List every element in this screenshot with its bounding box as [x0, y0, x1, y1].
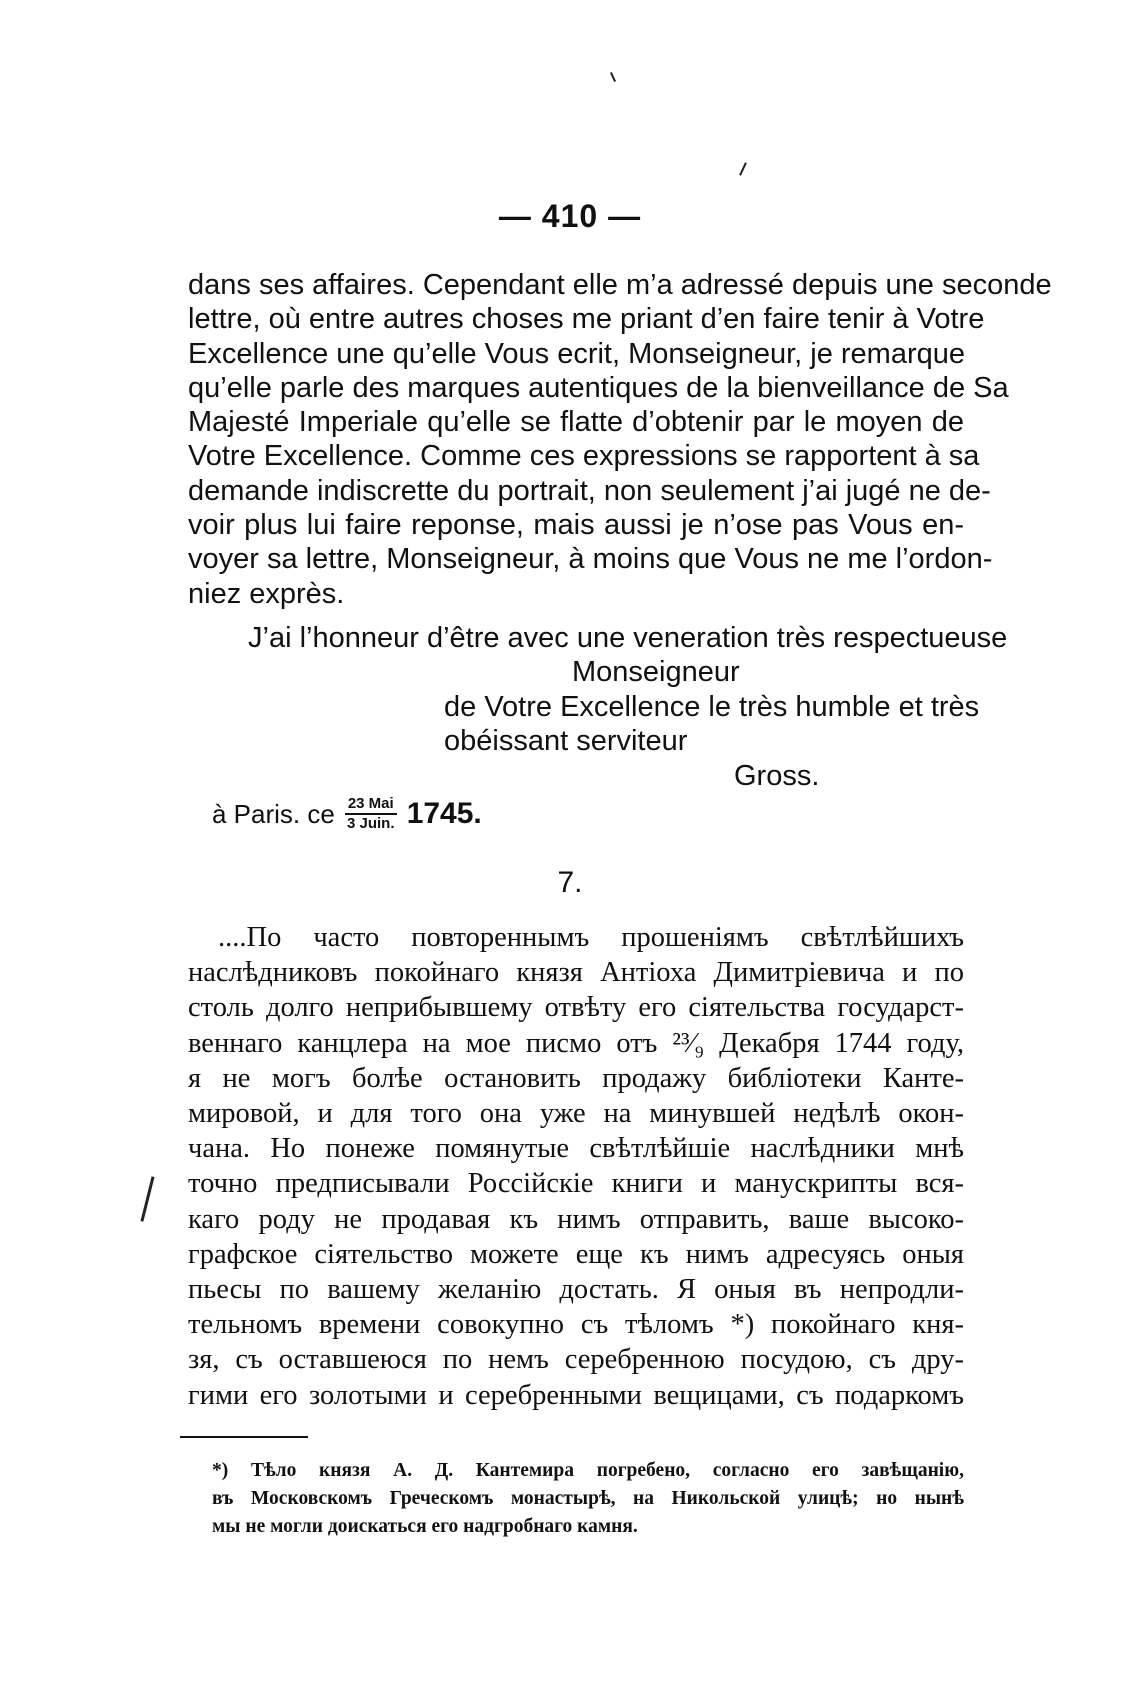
french-line: voyer sa lettre, Monseigneur, à moins que Vous ne me l’ordon- — [188, 543, 993, 576]
russian-line: веннаго канцлера на мое писмо отъ ²³⁄₉ Декабря 1744 году, — [188, 1027, 964, 1059]
russian-line: гими его золотыми и серебренными вещицами, съ подаркомъ — [188, 1379, 964, 1411]
section-number: 7. — [557, 866, 583, 899]
russian-line: пьесы по вашему желанію достать. Я оныя въ непродли- — [188, 1274, 964, 1306]
french-letter-paragraph — [188, 268, 1052, 611]
closing-salutation: Monseigneur — [572, 656, 740, 688]
dateline — [212, 796, 482, 832]
french-line: Votre Excellence. Comme ces expressions se rapportent à sa — [188, 440, 980, 473]
closing-line: obéissant serviteur — [444, 725, 688, 757]
footnote — [212, 1457, 964, 1541]
russian-line: зя, съ оставшеюся по немъ серебренною посудою, съ дру- — [188, 1344, 964, 1376]
closing-formula: J’ai l’honneur d’être avec une veneration très respectueuse — [248, 622, 1008, 654]
footnote-line: въ Московскомъ Греческомъ монастырѣ, на Никольской улицѣ; но нынѣ — [212, 1488, 964, 1509]
date-year: 1745. — [406, 797, 482, 830]
russian-letter-paragraph — [188, 920, 964, 1413]
russian-line: я не могъ болѣе остановить продажу библіотеки Канте- — [188, 1062, 964, 1094]
russian-line: мировой, и для того она уже на минувшей недѣлѣ окон- — [188, 1098, 964, 1130]
french-line: lettre, où entre autres choses me priant d’en faire tenir à Votre — [188, 303, 985, 336]
date-fraction-top: 23 Mai — [345, 796, 397, 815]
footnote-line: мы не могли доискаться его надгробнаго камня. — [212, 1516, 638, 1537]
signature: Gross. — [734, 760, 820, 792]
french-line: Excellence une qu’elle Vous ecrit, Monseigneur, je remarque — [188, 337, 966, 370]
footnote-line: *) Тѣло князя А. Д. Кантемира погребено, согласно его завѣщанію, — [212, 1460, 964, 1481]
footnote-divider — [180, 1436, 308, 1438]
russian-line: столь долго неприбывшему отвѣту его сіятельства государст- — [188, 992, 964, 1024]
russian-line: наслѣдниковъ покойнаго князя Антіоха Димитріевича и по — [188, 957, 964, 989]
french-line: Majesté Imperiale qu’elle se flatte d’obtenir par le moyen de — [188, 406, 964, 439]
french-line: dans ses affaires. Cependant elle m’a adressé depuis une seconde — [188, 269, 1052, 301]
scan-mark — [610, 72, 616, 82]
french-line: voir plus lui faire reponse, mais aussi je n’ose pas Vous en- — [188, 509, 964, 542]
french-line: qu’elle parle des marques autentiques de la bienveillance de Sa — [188, 371, 1009, 404]
russian-line: ....По часто повтореннымъ прошеніямъ свѣтлѣйшихъ — [218, 922, 964, 953]
date-fraction-bottom: 3 Juin. — [347, 815, 395, 832]
date-prefix: à Paris. ce — [212, 798, 335, 829]
date-fraction — [345, 796, 397, 832]
scan-mark — [140, 1176, 154, 1221]
french-line: niez exprès. — [188, 577, 345, 610]
russian-line: каго роду не продавая къ нимъ отправить, ваше высоко- — [188, 1203, 964, 1235]
russian-line: чана. Но понеже помянутые свѣтлѣйшіе наслѣдники мнѣ — [188, 1133, 964, 1165]
closing-line: de Votre Excellence le très humble et très — [444, 691, 980, 723]
russian-line: тельномъ времени совокупно съ тѣломъ *) покойнаго кня- — [188, 1309, 964, 1341]
french-line: demande indiscrette du portrait, non seulement j’ai jugé ne de- — [188, 474, 991, 507]
russian-line: графское сіятельство можете еще къ нимъ адресуясь оныя — [188, 1238, 964, 1270]
russian-line: точно предписывали Россійскіе книги и манускрипты вся- — [188, 1168, 964, 1200]
scan-mark — [739, 162, 747, 176]
page-number: — 410 — — [498, 198, 642, 234]
